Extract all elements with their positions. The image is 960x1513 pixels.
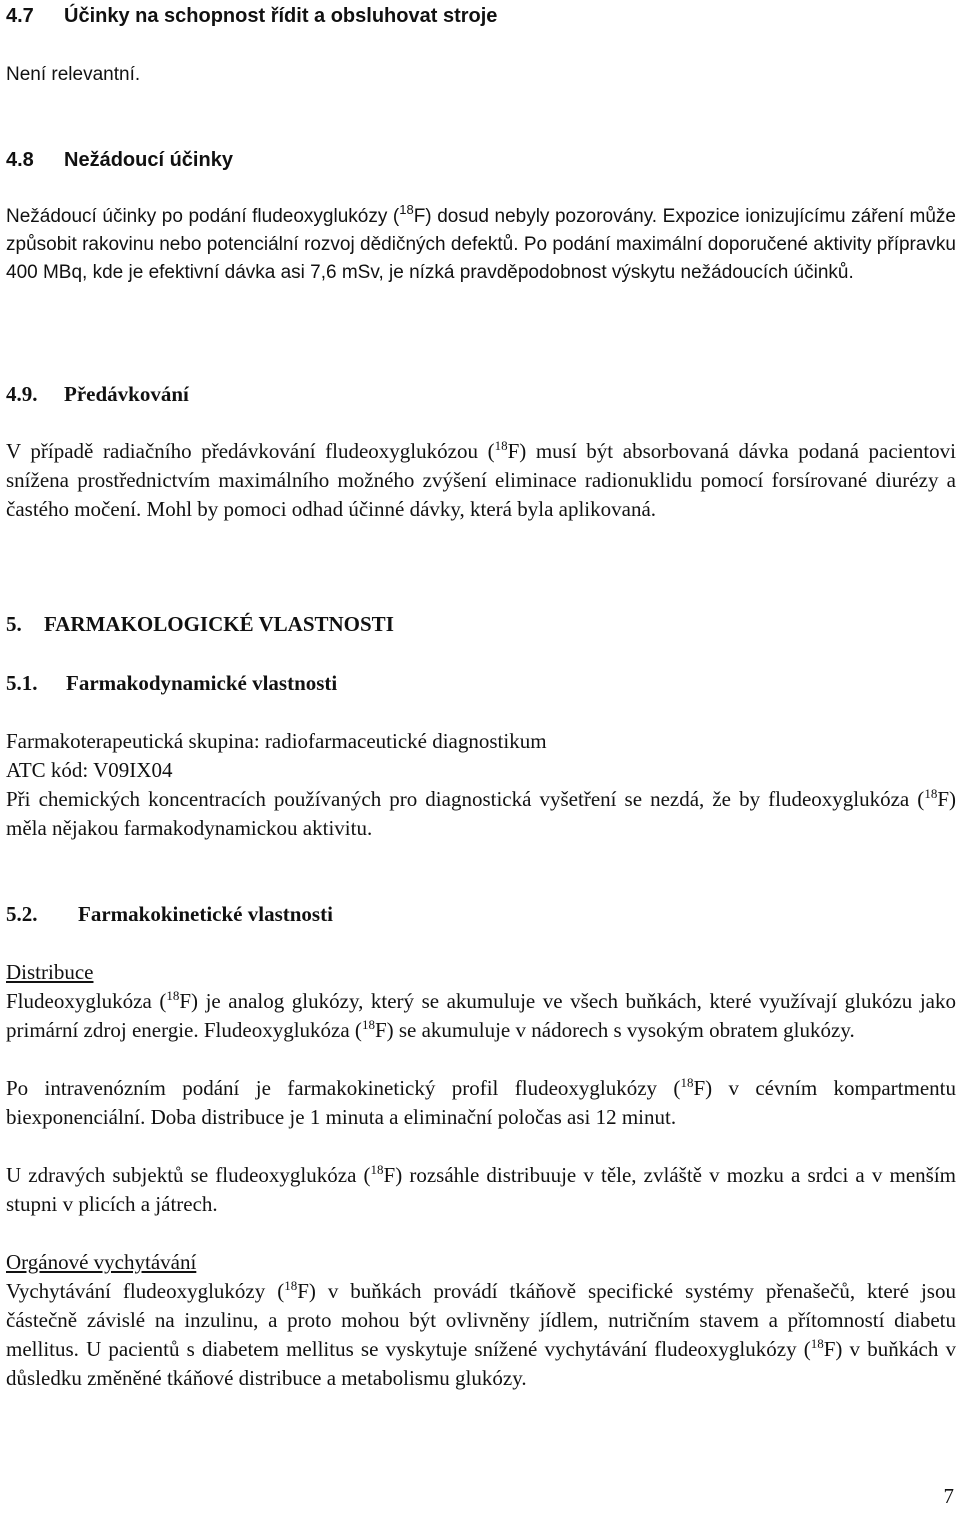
isotope-superscript: 18 [924, 786, 938, 801]
text-run: F) je analog glukózy, který se akumuluje ve všech buňkách, které využívají glukózu jako primární zdroj energie. Fludeoxyglukóza ( [6, 989, 956, 1042]
isotope-superscript: 18 [284, 1278, 298, 1293]
section-number: 4.8 [6, 149, 34, 171]
organ-uptake-paragraph [6, 1277, 956, 1393]
section-title: FARMAKOLOGICKÉ VLASTNOSTI [44, 612, 394, 636]
distribution-paragraph-1 [6, 987, 956, 1045]
text-run: Po intravenózním podání je farmakokinetický profil fludeoxyglukózy ( [6, 1076, 681, 1100]
isotope-superscript: 18 [680, 1075, 694, 1090]
text-run: F) se akumuluje v nádorech s vysokým obratem glukózy. [374, 1018, 855, 1042]
section-4-8-paragraph [6, 203, 956, 287]
section-5-heading [6, 610, 956, 638]
section-5-1-atc-line: ATC kód: V09IX04 [6, 758, 173, 782]
text-run: F) musí být absorbovaná dávka podaná pacientovi snížena prostřednictvím maximálního možného zvýšení eliminace radionuklidu pomocí forsírované diurézy a častého močení. Mohl by pomoci odhad účinné dávky, která byla aplikovaná. [6, 439, 956, 521]
section-title: Farmakokinetické vlastnosti [78, 902, 333, 926]
page-number: 7 [943, 1484, 954, 1508]
section-5-2-heading [6, 900, 956, 928]
text-run: F) v cévním kompartmentu biexponenciální. Doba distribuce je 1 minuta a eliminační poločas asi 12 minut. [6, 1076, 956, 1129]
section-number: 4.7 [6, 5, 34, 27]
text-run: V případě radiačního předávkování fludeoxyglukózou ( [6, 439, 495, 463]
text-run: F) měla nějakou farmakodynamickou aktivitu. [6, 787, 956, 840]
section-title: Účinky na schopnost řídit a obsluhovat stroje [64, 5, 498, 27]
section-4-7-heading [6, 2, 956, 30]
section-5-1-paragraph [6, 785, 956, 843]
text-run: F) v buňkách v důsledku změněné tkáňové distribuce a metabolismu glukózy. [6, 1337, 956, 1390]
isotope-superscript: 18 [810, 1336, 824, 1351]
text-run: Při chemických koncentracích používaných pro diagnostická vyšetření se nezdá, že by fludeoxyglukóza ( [6, 787, 925, 811]
isotope-superscript: 18 [370, 1162, 384, 1177]
organ-uptake-subheading: Orgánové vychytávání [6, 1250, 197, 1274]
section-number: 5.1. [6, 671, 38, 695]
distribution-subheading: Distribuce [6, 960, 94, 984]
text-run: F) rozsáhle distribuuje v těle, zvláště v mozku a srdci a v menším stupni v plicích a játrech. [6, 1163, 956, 1216]
text-run: Fludeoxyglukóza ( [6, 989, 167, 1013]
section-number: 5. [6, 612, 22, 636]
text-run: F) dosud nebyly pozorovány. Expozice ionizujícímu záření může způsobit rakovinu nebo potenciální rozvoj dědičných defektů. Po podání maximální doporučené aktivity přípravku 400 MBq, kde je efektivní dávka asi 7,6 mSv, je nízká pravděpodobnost výskytu nežádoucích účinků. [6, 206, 956, 283]
text-run: Nežádoucí účinky po podání fludeoxyglukózy ( [6, 206, 400, 227]
text-run: U zdravých subjektů se fludeoxyglukóza ( [6, 1163, 371, 1187]
section-5-1-group-line: Farmakoterapeutická skupina: radiofarmaceutické diagnostikum [6, 729, 547, 753]
distribution-paragraph-3 [6, 1161, 956, 1219]
section-4-9-heading [6, 380, 956, 408]
isotope-superscript: 18 [361, 1017, 375, 1032]
distribution-paragraph-2 [6, 1074, 956, 1132]
section-title: Nežádoucí účinky [64, 149, 233, 171]
section-4-8-heading [6, 146, 956, 174]
section-number: 5.2. [6, 902, 38, 926]
isotope-superscript: 18 [399, 202, 414, 217]
section-title: Farmakodynamické vlastnosti [66, 671, 338, 695]
section-4-9-paragraph [6, 437, 956, 524]
section-4-7-text: Není relevantní. [6, 64, 141, 85]
text-run: F) v buňkách provádí tkáňově specifické systémy přenašečů, které jsou částečně závislé na inzulinu, a proto mohou být ovlivněny jídlem, nutričním stavem a přítomností diabetu mellitus. U pacientů s diabetem mellitus se vyskytuje snížené vychytávání fludeoxyglukózy ( [6, 1279, 956, 1361]
section-number: 4.9. [6, 382, 38, 406]
section-title: Předávkování [64, 382, 189, 406]
section-5-1-heading [6, 669, 956, 697]
isotope-superscript: 18 [494, 438, 508, 453]
text-run: Vychytávání fludeoxyglukózy ( [6, 1279, 285, 1303]
isotope-superscript: 18 [166, 988, 180, 1003]
